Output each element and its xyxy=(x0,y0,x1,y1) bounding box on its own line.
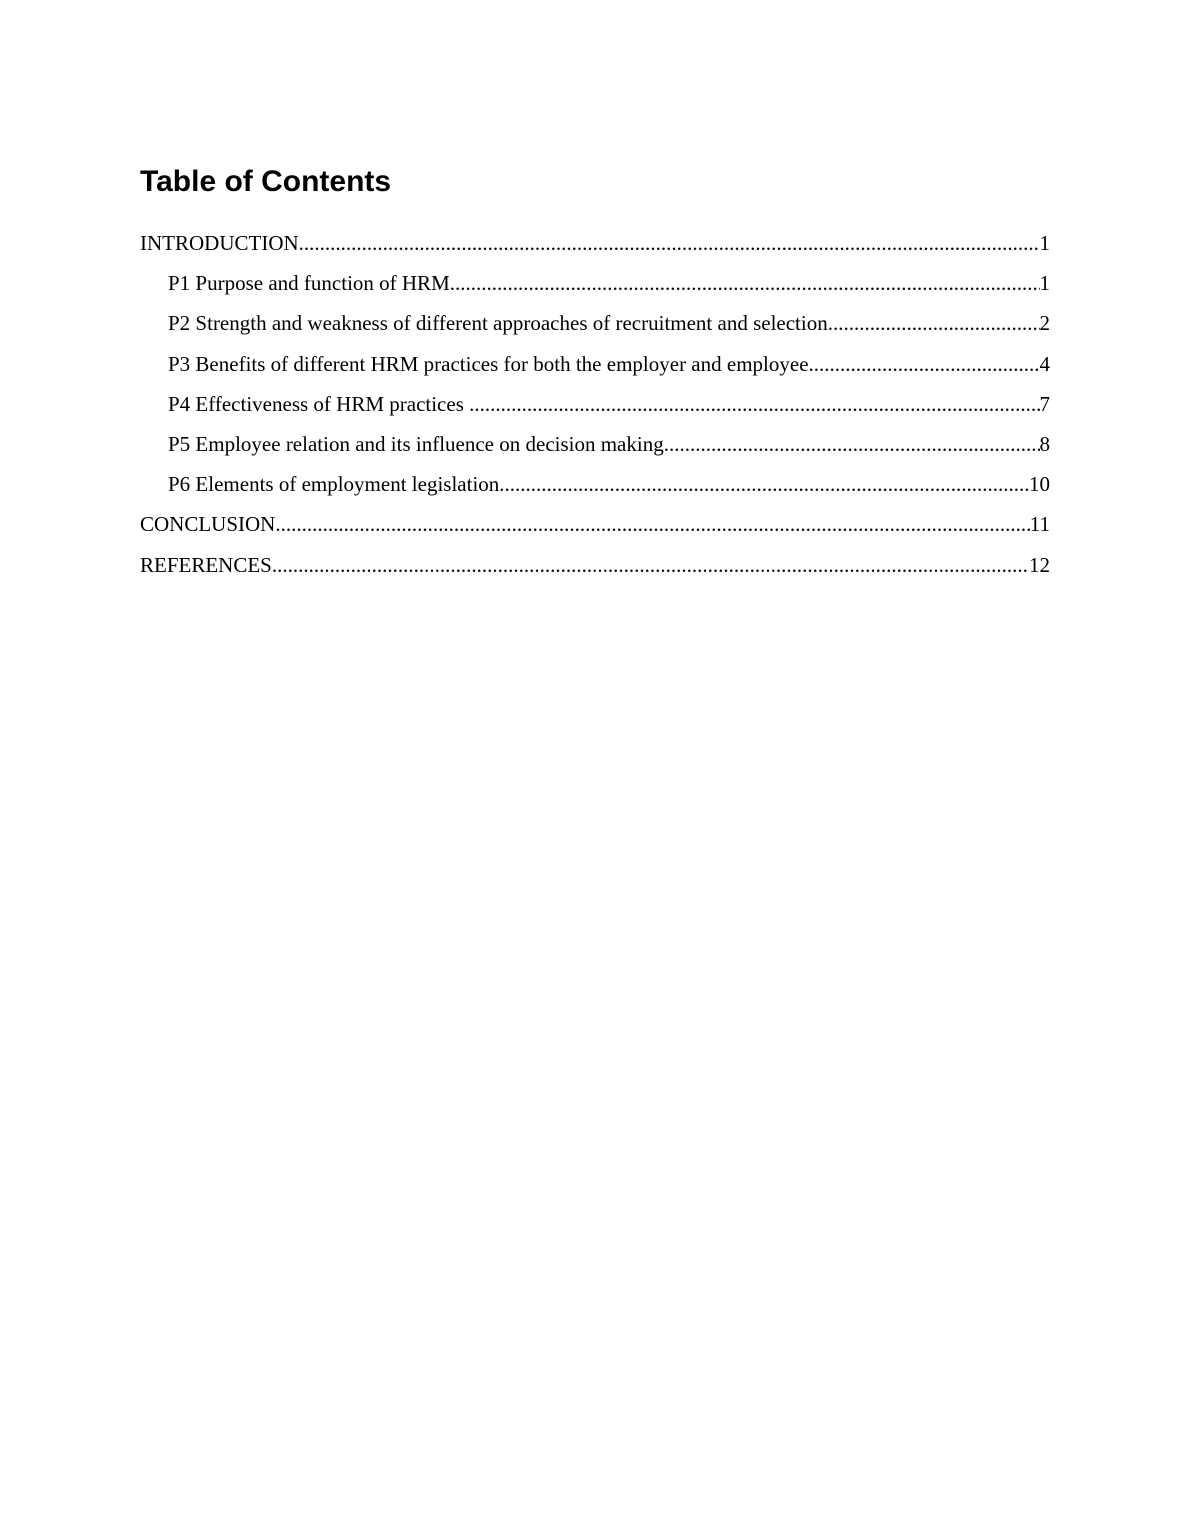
toc-dot-leader xyxy=(275,507,1029,541)
toc-page-number: 7 xyxy=(1039,391,1050,416)
toc-dot-leader xyxy=(809,347,1040,381)
toc-dot-leader xyxy=(499,467,1029,501)
toc-dot-leader xyxy=(272,548,1029,582)
toc-dot-leader xyxy=(469,387,1039,421)
toc-page-number: 2 xyxy=(1039,311,1050,336)
toc-dot-leader xyxy=(450,266,1040,300)
toc-entry-p4[interactable] xyxy=(140,387,1050,427)
toc-entry-text: INTRODUCTION xyxy=(140,231,299,255)
toc-dot-leader xyxy=(828,306,1040,340)
toc-page-number: 10 xyxy=(1029,472,1050,497)
toc-page-number: 8 xyxy=(1039,431,1050,456)
toc-page-number: 12 xyxy=(1029,552,1050,577)
toc-entry-text: P1 Purpose and function of HRM xyxy=(168,271,450,296)
toc-entry-text: P6 Elements of employment legislation xyxy=(168,472,500,497)
toc-page-number: 1 xyxy=(1039,271,1050,296)
toc-dot-leader xyxy=(664,427,1040,461)
toc-entry-text: CONCLUSION xyxy=(140,512,276,537)
toc-page-number: 4 xyxy=(1039,351,1050,376)
toc-entry-conclusion[interactable] xyxy=(140,507,1050,547)
toc-entry-text: REFERENCES xyxy=(140,552,272,577)
toc-entry-p6[interactable] xyxy=(140,467,1050,507)
toc-entry-text: P5 Employee relation and its influence on decision making xyxy=(168,431,664,456)
toc-entry-text: P3 Benefits of different HRM practices for both the employer and employee xyxy=(168,351,809,376)
toc-title: Table of Contents xyxy=(140,165,392,198)
toc-entry-introduction[interactable] xyxy=(140,226,1050,266)
toc-entry-references[interactable] xyxy=(140,548,1050,588)
toc-entry-p5[interactable] xyxy=(140,427,1050,467)
toc-entry-text: P2 Strength and weakness of different approaches of recruitment and selection xyxy=(168,311,828,336)
toc-entry-p2[interactable] xyxy=(140,306,1050,346)
toc-entry-text: P4 Effectiveness of HRM practices xyxy=(168,391,470,416)
toc-page-number: 1 xyxy=(1039,231,1050,255)
toc-entry-p1[interactable] xyxy=(140,266,1050,306)
toc-dot-leader xyxy=(299,226,1040,260)
toc-entry-p3[interactable] xyxy=(140,347,1050,387)
toc-page-number: 11 xyxy=(1029,512,1050,537)
toc-list xyxy=(140,226,1050,588)
